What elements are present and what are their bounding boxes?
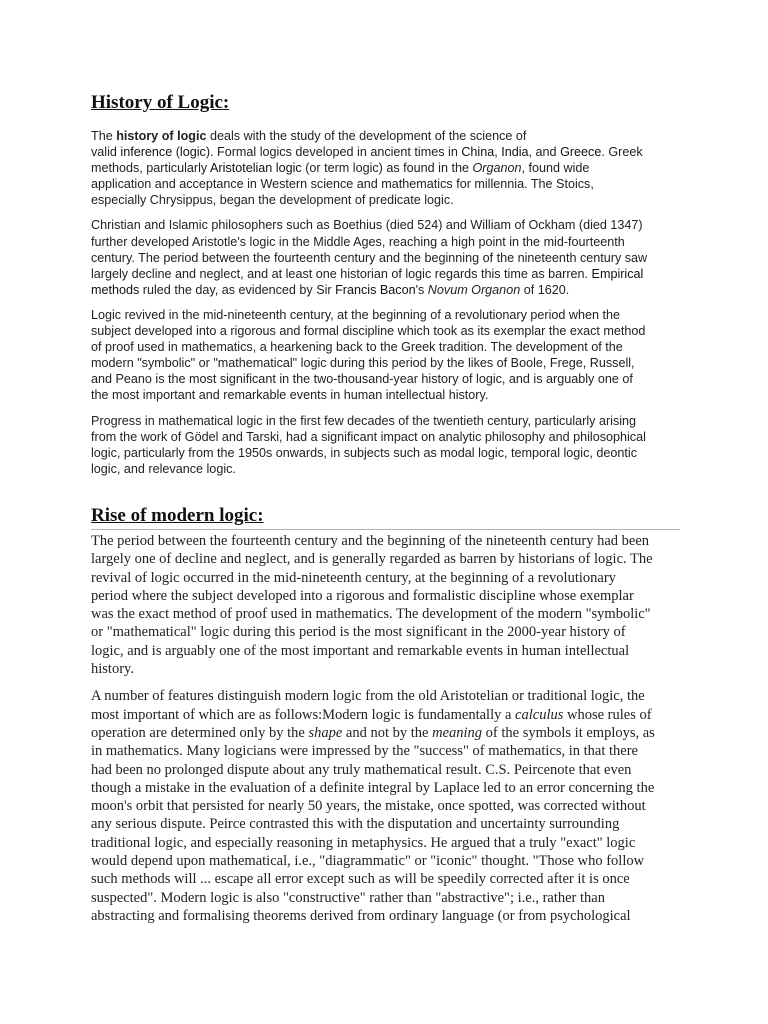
- text-line: [91, 445, 691, 461]
- text-run: any serious dispute. Peirce contrasted this with the disputation and uncertainty surrounding: [91, 816, 620, 833]
- text-run: methods, particularly: [91, 161, 210, 176]
- text-line: [91, 779, 691, 797]
- text-run: ). Formal logics developed in ancient times in: [205, 145, 462, 160]
- bold-term: history of logic: [116, 129, 207, 143]
- text-run: ruled the day, as evidenced by Sir: [139, 282, 336, 297]
- text-run: whose rules of: [563, 706, 652, 723]
- link-term[interactable]: China: [461, 145, 495, 160]
- text-line: [91, 176, 691, 192]
- text-line: [91, 371, 691, 387]
- text-line: [91, 605, 691, 623]
- text-run: The: [91, 129, 117, 143]
- text-line: [91, 413, 691, 429]
- text-line: [91, 307, 691, 323]
- text-run: of the symbols it employs, as: [482, 724, 655, 741]
- paragraph: [91, 217, 691, 297]
- text-run: would depend upon mathematical, i.e., "diagrammatic" or "iconic" thought. "Those who follow: [91, 853, 645, 870]
- text-run: , and: [528, 145, 561, 160]
- text-run: ,: [494, 145, 502, 160]
- text-line: [91, 355, 691, 371]
- text-line: [91, 532, 691, 550]
- paragraph: [91, 413, 691, 477]
- text-line: [91, 642, 691, 660]
- text-line: [91, 706, 691, 724]
- text-line: [91, 234, 691, 250]
- section-title-rise-of-modern-logic: Rise of modern logic:: [91, 505, 680, 530]
- text-run: logic, and relevance logic.: [91, 461, 236, 476]
- text-line: [91, 687, 691, 705]
- text-line: [91, 323, 691, 339]
- text-run: most important of which are as follows:Modern logic is fundamentally a: [91, 706, 516, 723]
- text-line: [91, 266, 691, 282]
- text-line: [91, 461, 691, 477]
- text-line: [91, 889, 691, 907]
- text-line: [91, 192, 691, 208]
- italic-term: shape: [308, 724, 343, 741]
- text-run: had been no prolonged dispute about any truly mathematical result. C.S. Peircenote that even: [91, 761, 632, 778]
- text-line: [91, 870, 691, 888]
- section-title-history-of-logic: History of Logic:: [91, 92, 230, 113]
- text-line: [91, 217, 691, 233]
- text-run: Christian and Islamic philosophers such as Boethius (died 524) and William of Ockham (died 1347): [91, 218, 643, 233]
- text-run: further developed Aristotle's logic in the Middle Ages, reaching a high point in the mid-fourteenth: [91, 234, 625, 249]
- text-run: modern "symbolic" or "mathematical" logic during this period by the likes of Boole, Frege, Russell,: [91, 356, 635, 371]
- text-line: [91, 339, 691, 355]
- history-of-logic-body: [91, 128, 691, 486]
- text-run: . Greek: [601, 145, 643, 160]
- link-term[interactable]: Francis Bacon: [335, 282, 416, 297]
- text-line: [91, 815, 691, 833]
- text-run: , found wide: [521, 161, 590, 176]
- italic-term: meaning: [432, 724, 483, 741]
- text-run: abstracting and formalising theorems derived from ordinary language (or from psychological: [91, 907, 631, 924]
- text-run: though a mistake in the evaluation of a definite integral by Laplace led to an error concerning the: [91, 779, 655, 796]
- text-run: (or term logic) as found in the: [301, 161, 473, 176]
- text-run: and not by the: [342, 724, 433, 741]
- text-run: The period between the fourteenth century and the beginning of the nineteenth century had been: [91, 533, 650, 549]
- text-run: deals with the study of the development of the science of: [206, 129, 527, 143]
- text-line: [91, 144, 691, 160]
- paragraph: [91, 128, 691, 208]
- text-run: logic, and is arguably one of the most important and remarkable events in human intellectual: [91, 642, 630, 659]
- text-line: [91, 569, 691, 587]
- text-line: [91, 387, 691, 403]
- text-run: century. The period between the fourteenth century and the beginning of the nineteenth century saw: [91, 250, 648, 265]
- text-run: largely decline and neglect, and at least one historian of logic regards this time as barren.: [91, 266, 592, 281]
- italic-term: Organon: [472, 161, 522, 176]
- text-line: [91, 724, 691, 742]
- text-line: [91, 660, 691, 678]
- text-line: [91, 852, 691, 870]
- paragraph: [91, 687, 691, 925]
- text-line: [91, 834, 691, 852]
- text-run: revival of logic occurred in the mid-nineteenth century, at the beginning of a revolutionary: [91, 569, 616, 586]
- link-term[interactable]: inference: [120, 145, 173, 160]
- text-line: [91, 761, 691, 779]
- text-run: or "mathematical" logic during this period is the most significant in the 2000-year history of: [91, 624, 626, 641]
- text-line: [91, 587, 691, 605]
- link-term[interactable]: Greece: [560, 145, 602, 160]
- text-run: from the work of Gödel and Tarski, had a significant impact on analytic philosophy and philosophical: [91, 429, 646, 444]
- text-run: 's: [415, 282, 428, 297]
- rise-of-modern-logic-body: [91, 532, 691, 934]
- text-run: A number of features distinguish modern logic from the old Aristotelian or traditional logic, the: [91, 688, 645, 705]
- text-run: especially Chrysippus, began the development of predicate logic.: [91, 193, 454, 208]
- text-line: [91, 742, 691, 760]
- text-run: in mathematics. Many logicians were impressed by the "success" of mathematics, in that there: [91, 743, 638, 760]
- text-line: [91, 250, 691, 266]
- italic-term: calculus: [515, 706, 564, 723]
- paragraph: [91, 532, 691, 678]
- text-run: history.: [91, 661, 134, 678]
- text-run: traditional logic, and especially reasoning in metaphysics. He argued that a truly "exact" logic: [91, 834, 636, 851]
- text-line: [91, 623, 691, 641]
- text-run: application and acceptance in Western science and mathematics for millennia. The Stoics,: [91, 177, 594, 192]
- text-run: subject developed into a rigorous and formal discipline which took as its exemplar the exact method: [91, 324, 646, 339]
- link-term[interactable]: methods: [91, 282, 140, 297]
- link-term[interactable]: Empirical: [591, 266, 644, 281]
- text-run: of 1620.: [520, 282, 570, 297]
- text-line: [91, 550, 691, 568]
- text-run: period where the subject developed into a rigorous and formalistic discipline whose exemplar: [91, 587, 634, 604]
- text-line: [91, 128, 691, 144]
- text-run: and Peano is the most significant in the two-thousand-year history of logic, and is arguably one of: [91, 372, 633, 387]
- text-run: suspected". Modern logic is also "constructive" rather than "abstractive"; i.e., rather than: [91, 889, 605, 906]
- link-term[interactable]: Aristotelian logic: [210, 161, 302, 176]
- text-run: Logic revived in the mid-nineteenth century, at the beginning of a revolutionary period when the: [91, 307, 621, 322]
- text-line: [91, 429, 691, 445]
- text-run: largely one of decline and neglect, and is generally regarded as barren by historians of logic. The: [91, 551, 653, 568]
- paragraph: [91, 307, 691, 404]
- text-line: [91, 160, 691, 176]
- text-run: valid: [91, 145, 121, 160]
- text-run: (: [172, 145, 180, 160]
- text-run: of proof used in mathematics, a hearkening back to the Greek tradition. The development of the: [91, 340, 623, 355]
- text-line: [91, 797, 691, 815]
- text-run: was the exact method of proof used in mathematics. The development of the modern "symbolic": [91, 606, 651, 623]
- text-run: operation are determined only by the: [91, 724, 309, 741]
- text-run: such methods will ... escape all error except such as will be speedily corrected after it is once: [91, 871, 630, 888]
- italic-term: Novum Organon: [427, 282, 521, 297]
- text-run: Progress in mathematical logic in the first few decades of the twentieth century, particularly arising: [91, 413, 637, 428]
- link-term[interactable]: India: [501, 145, 529, 160]
- text-line: [91, 282, 691, 298]
- text-run: moon's orbit that persisted for nearly 50 years, the mistake, once spotted, was corrected without: [91, 798, 646, 815]
- link-term[interactable]: logic: [179, 145, 206, 160]
- text-line: [91, 907, 691, 925]
- text-run: the most important and remarkable events in human intellectual history.: [91, 388, 489, 403]
- text-run: logic, particularly from the 1950s onwards, in subjects such as modal logic, temporal logic, deontic: [91, 445, 637, 460]
